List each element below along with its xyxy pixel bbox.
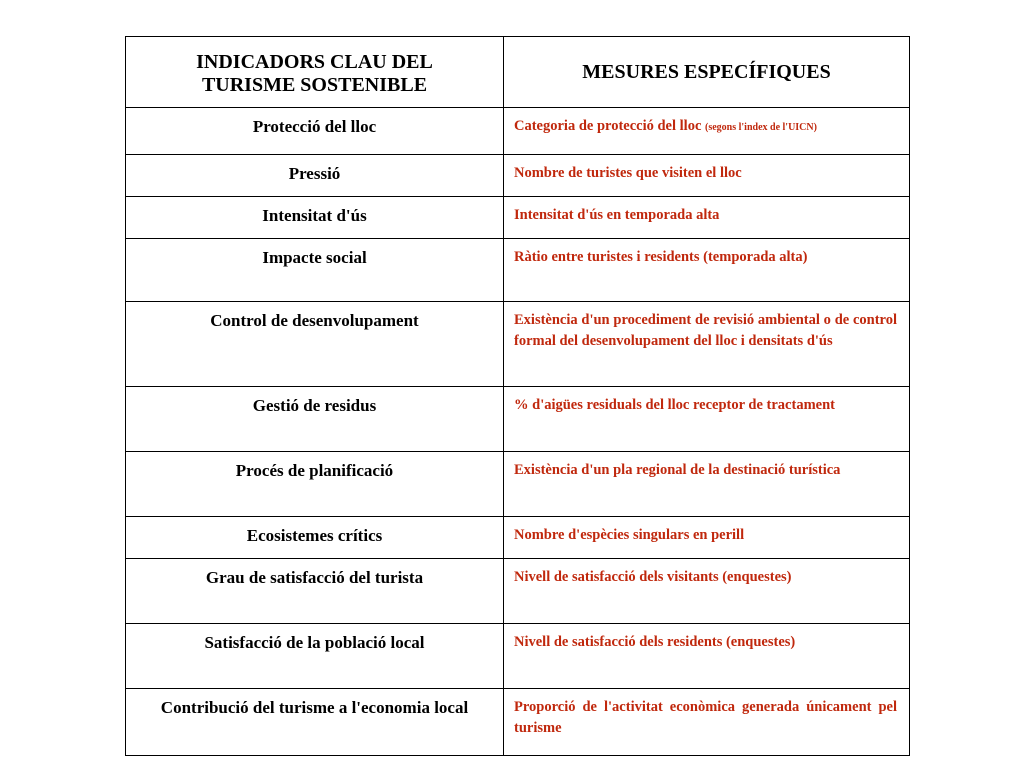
measure-cell: Ràtio entre turistes i residents (temporada alta) — [504, 239, 910, 302]
indicator-cell: Grau de satisfacció del turista — [126, 559, 504, 624]
measure-cell: Existència d'un procediment de revisió ambiental o de control formal del desenvolupament del lloc i densitats d'ús — [504, 302, 910, 387]
table-row — [126, 624, 910, 689]
indicators-table — [125, 36, 910, 756]
measure-cell: Nombre d'espècies singulars en perill — [504, 517, 910, 559]
measure-cell — [504, 108, 910, 155]
indicator-cell: Intensitat d'ús — [126, 197, 504, 239]
table-row — [126, 387, 910, 452]
indicator-cell: Protecció del lloc — [126, 108, 504, 155]
measure-cell: Intensitat d'ús en temporada alta — [504, 197, 910, 239]
table-row — [126, 559, 910, 624]
measure-cell: Nivell de satisfacció dels visitants (enquestes) — [504, 559, 910, 624]
table-row — [126, 155, 910, 197]
measure-cell: % d'aigües residuals del lloc receptor de tractament — [504, 387, 910, 452]
header-indicators: INDICADORS CLAU DEL TURISME SOSTENIBLE — [126, 37, 504, 108]
measure-cell: Nivell de satisfacció dels residents (enquestes) — [504, 624, 910, 689]
measure-cell: Existència d'un pla regional de la destinació turística — [504, 452, 910, 517]
header-measures: MESURES ESPECÍFIQUES — [504, 37, 910, 108]
measure-cell: Nombre de turistes que visiten el lloc — [504, 155, 910, 197]
measure-cell: Proporció de l'activitat econòmica generada únicament pel turisme — [504, 689, 910, 756]
indicator-cell: Ecosistemes crítics — [126, 517, 504, 559]
measure-note: (segons l'index de l'UICN) — [705, 122, 817, 133]
table-row — [126, 689, 910, 756]
measure-text: Categoria de protecció del lloc — [514, 118, 702, 134]
indicator-cell: Gestió de residus — [126, 387, 504, 452]
indicator-cell: Impacte social — [126, 239, 504, 302]
table-row — [126, 302, 910, 387]
table-row — [126, 108, 910, 155]
indicator-cell: Pressió — [126, 155, 504, 197]
indicator-cell: Satisfacció de la població local — [126, 624, 504, 689]
table-row — [126, 452, 910, 517]
table-row — [126, 197, 910, 239]
table-row — [126, 239, 910, 302]
indicator-cell: Contribució del turisme a l'economia local — [126, 689, 504, 756]
table-header-row — [126, 37, 910, 108]
indicator-cell: Control de desenvolupament — [126, 302, 504, 387]
table-row — [126, 517, 910, 559]
indicator-cell: Procés de planificació — [126, 452, 504, 517]
